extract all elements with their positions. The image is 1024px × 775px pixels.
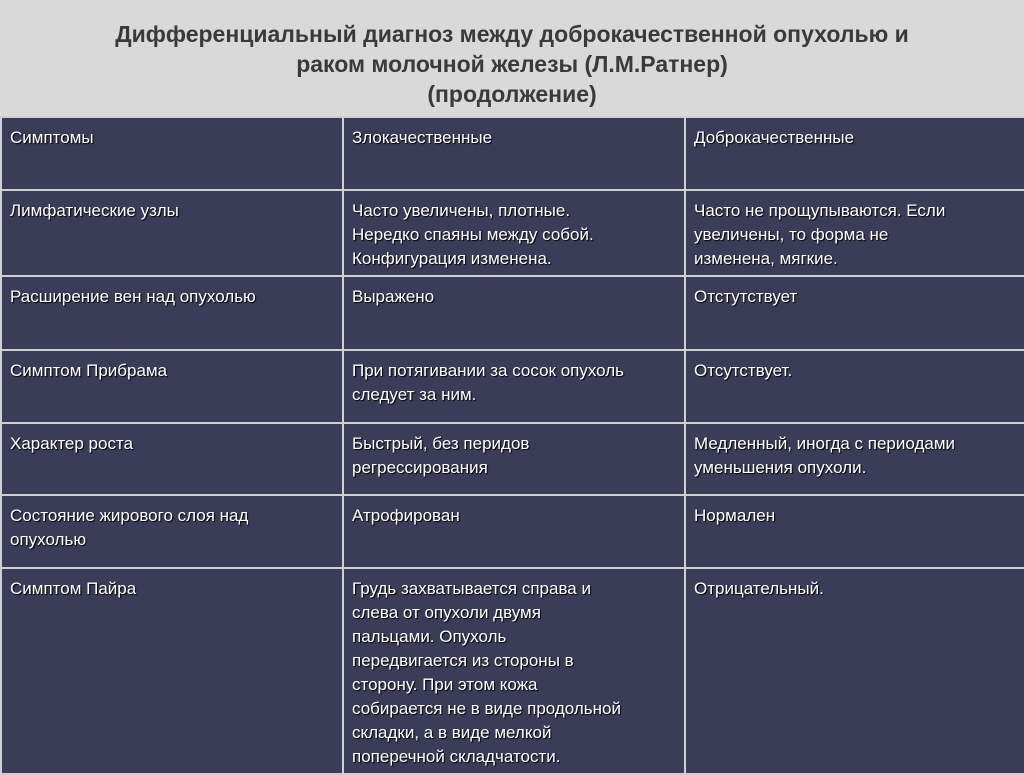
symptom-cell (1, 190, 343, 276)
symptom-text: Расширение вен над опухолью (10, 287, 256, 306)
malignant-cell (343, 350, 685, 423)
malignant-cell (343, 568, 685, 774)
table-row (1, 350, 1024, 423)
table-row (1, 276, 1024, 350)
benign-cell (685, 495, 1024, 568)
malignant-cell (343, 190, 685, 276)
table-row (1, 495, 1024, 568)
header-benign (685, 117, 1024, 190)
benign-cell (685, 423, 1024, 495)
benign-text: Отрицательный. (694, 579, 824, 598)
malignant-text: поперечной складчатости. (352, 747, 561, 766)
symptom-cell (1, 350, 343, 423)
malignant-text: Быстрый, без перидов (352, 434, 530, 453)
symptom-cell (1, 495, 343, 568)
title-line-2: раком молочной железы (Л.М.Ратнер) (296, 51, 728, 77)
symptom-cell (1, 276, 343, 350)
title-line-3: (продолжение) (427, 81, 597, 107)
benign-cell (685, 350, 1024, 423)
table-row (1, 423, 1024, 495)
header-malignant-text: Злокачественные (352, 128, 493, 147)
benign-text: Часто не прощупываются. Если (694, 201, 946, 220)
symptom-text: опухолью (10, 530, 87, 549)
header-malignant (343, 117, 685, 190)
differential-diagnosis-table (0, 116, 1024, 775)
malignant-text: регрессирования (352, 458, 488, 477)
malignant-text: складки, а в виде мелкой (352, 723, 552, 742)
benign-cell (685, 568, 1024, 774)
title-line-1: Дифференциальный диагноз между доброкачественной опухолью и (115, 21, 909, 47)
header-row (1, 117, 1024, 190)
malignant-text: При потягивании за сосок опухоль (352, 361, 625, 380)
malignant-text: собирается не в виде продольной (352, 699, 622, 718)
malignant-text: Грудь захватывается справа и (352, 579, 591, 598)
malignant-text: слева от опухоли двумя (352, 603, 541, 622)
malignant-text: Атрофирован (352, 506, 460, 525)
table-row (1, 568, 1024, 774)
symptom-text: Лимфатические узлы (10, 201, 179, 220)
symptom-text: Симптом Пайра (10, 579, 137, 598)
symptom-text: Состояние жирового слоя над (10, 506, 249, 525)
malignant-text: Нередко спаяны между собой. (352, 225, 594, 244)
malignant-text: Конфигурация изменена. (352, 249, 552, 268)
benign-text: Медленный, иногда с периодами (694, 434, 956, 453)
benign-text: уменьшения опухоли. (694, 458, 867, 477)
malignant-text: следует за ним. (352, 385, 477, 404)
symptom-text: Характер роста (10, 434, 134, 453)
benign-text: Отсутствует. (694, 361, 793, 380)
benign-text: увеличены, то форма не (694, 225, 889, 244)
malignant-cell (343, 423, 685, 495)
benign-cell (685, 190, 1024, 276)
title-box (0, 0, 1024, 116)
malignant-cell (343, 495, 685, 568)
malignant-text: передвигается из стороны в (352, 651, 574, 670)
malignant-text: сторону. При этом кожа (352, 675, 538, 694)
benign-text: Отстутствует (694, 287, 798, 306)
symptom-text: Симптом Прибрама (10, 361, 168, 380)
header-symptoms-text: Симптомы (10, 128, 94, 147)
malignant-text: пальцами. Опухоль (352, 627, 507, 646)
benign-text: изменена, мягкие. (694, 249, 838, 268)
malignant-text: Часто увеличены, плотные. (352, 201, 571, 220)
benign-text: Нормален (694, 506, 776, 525)
header-symptoms (1, 117, 343, 190)
benign-cell (685, 276, 1024, 350)
malignant-cell (343, 276, 685, 350)
symptom-cell (1, 423, 343, 495)
symptom-cell (1, 568, 343, 774)
malignant-text: Выражено (352, 287, 435, 306)
header-benign-text: Доброкачественные (694, 128, 855, 147)
table-row (1, 190, 1024, 276)
